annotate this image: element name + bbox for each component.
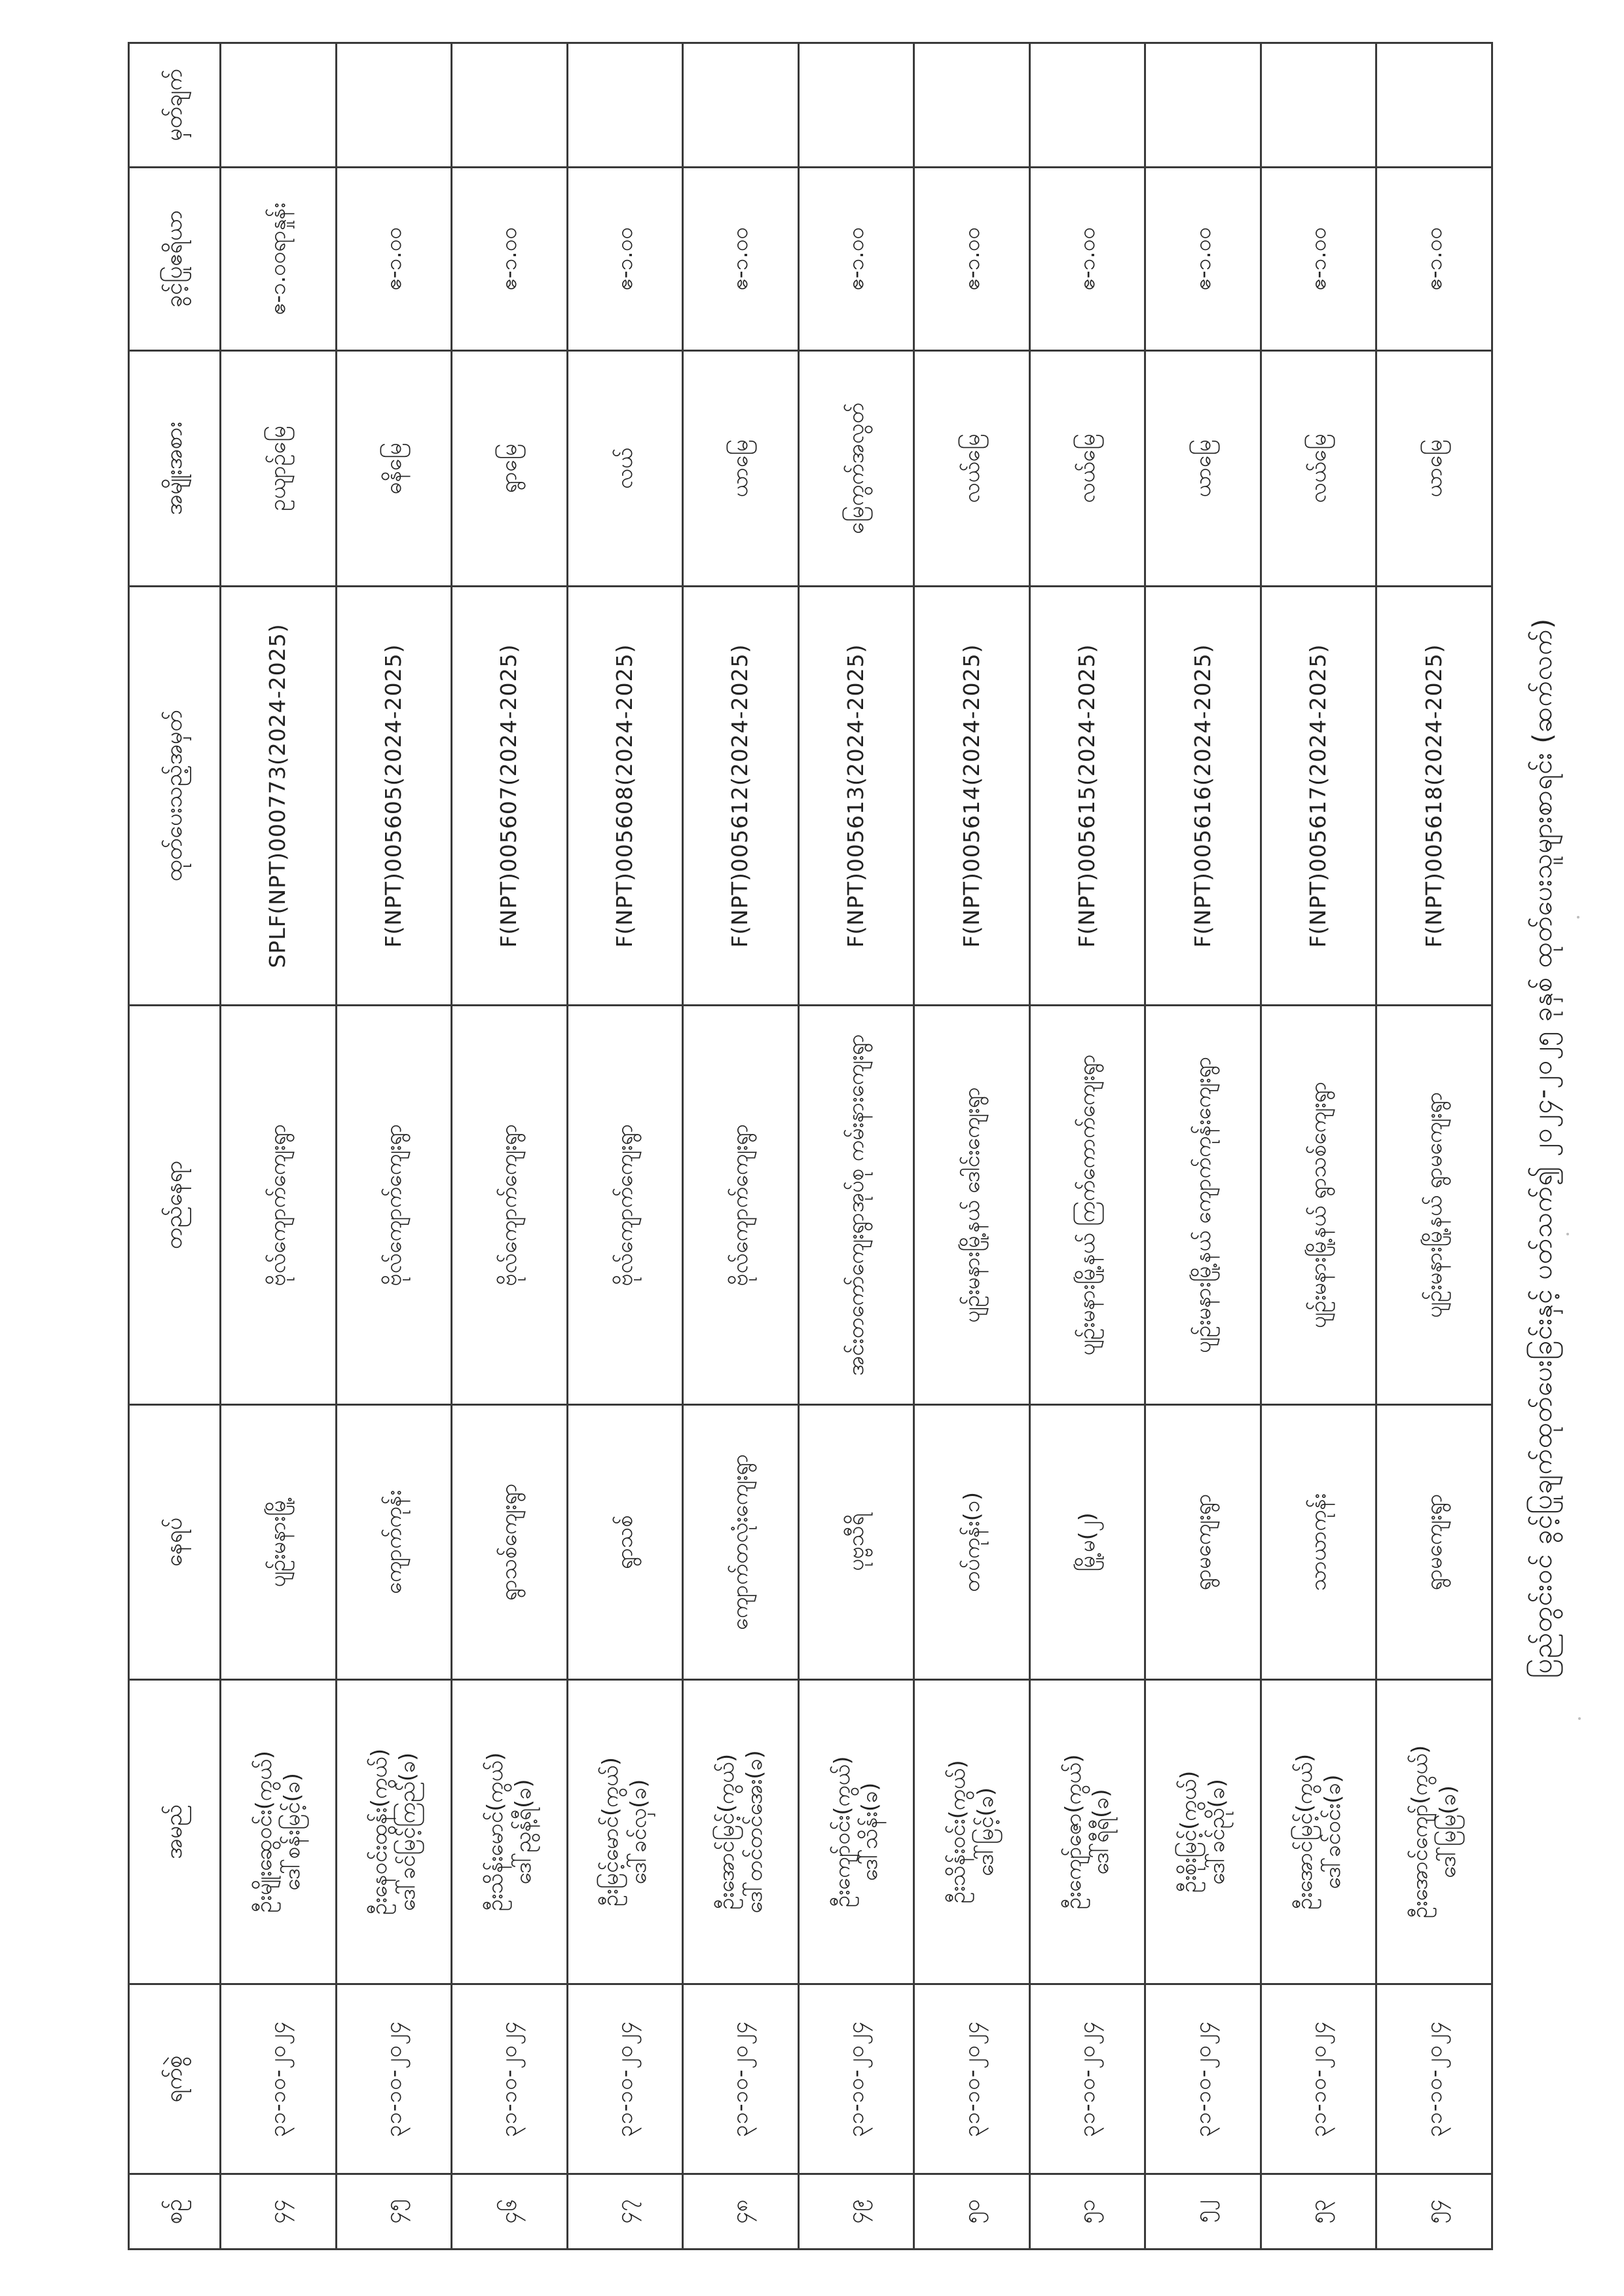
cell-name-line: ဒေါ်စန်းမြင့်(ခ) [278, 1773, 304, 1891]
header-permit-no: ထုတ်ပေးသည့်အမှတ် [129, 587, 221, 1006]
cell-permit-no: F(NPT)005617(2024-2025) [1261, 587, 1376, 1006]
cell-name [798, 1680, 914, 1984]
cell-site: ပျဉ်းမနားမြို့နယ် ရွာမကျေးရွာ [1376, 1006, 1492, 1405]
cell-name-line: ဦးသိန်းမောင်(ကွယ်) [481, 1752, 507, 1912]
header-site: တည်နေရာ [129, 1006, 221, 1405]
cell-permit-no: F(NPT)005615(2024-2025) [1029, 587, 1145, 1006]
cell-serial: ၅၀ [914, 2174, 1030, 2250]
cell-name [1376, 1680, 1492, 1984]
cell-site: ဗိုလ်ကျောက်ကျေးရွာ [452, 1006, 568, 1405]
header-row [129, 43, 221, 2250]
cell-site: ဗိုလ်ကျောက်ကျေးရွာ [567, 1006, 683, 1405]
cell-date: ၃၁-၁၀-၂၀၂၄ [452, 1984, 568, 2174]
cell-address: ရွာမကျေးရွာ [1145, 1405, 1261, 1680]
table-row [452, 43, 568, 2250]
cell-site: ပျဉ်းမနားမြို့နယ် ဒေါင်းကျေးရွာ [914, 1006, 1030, 1405]
cell-type: လယ်မြေ [914, 351, 1030, 587]
cell-area-line: ဧ-၁.၀၀ [265, 251, 291, 316]
cell-type: ယာမြေ [1376, 351, 1492, 587]
cell-area [914, 168, 1030, 351]
cell-date: ၃၁-၁၀-၂၀၂၄ [336, 1984, 452, 2174]
cell-name-line: ဦးသိန်းဝင်း(ကွယ်) [944, 1760, 970, 1904]
cell-name [221, 1680, 337, 1984]
table-row [1376, 43, 1492, 2250]
cell-address: ကျောက်တလုံးကျေးရွာ [683, 1405, 799, 1680]
cell-name [683, 1680, 799, 1984]
table-row [798, 43, 914, 2250]
cell-permit-no: F(NPT)005605(2024-2025) [336, 587, 452, 1006]
scan-speck [1566, 1233, 1569, 1235]
header-remark: မှတ်ချက် [129, 43, 221, 168]
cell-date: ၃၁-၁၀-၂၀၂၄ [1261, 1984, 1376, 2174]
cell-area-line: ဧ-၁.၀၀ [1305, 227, 1331, 291]
cell-name [1145, 1680, 1261, 1984]
cell-area-line: ဧ-၁.၀၀ [1074, 227, 1100, 291]
cell-area-line: ဧ-၁.၀၀ [958, 227, 984, 291]
cell-name-line: ဒေါ်ညွန့်ရီ(ခ) [509, 1779, 536, 1885]
cell-name [914, 1680, 1030, 1984]
cell-date: ၃၁-၁၀-၂၀၂၄ [1145, 1984, 1261, 2174]
cell-type: ဓနိမြေ [336, 351, 452, 587]
table-row [567, 43, 683, 2250]
cell-date: ၃၁-၁၀-၂၀၂၄ [1029, 1984, 1145, 2174]
cell-area-line: ဧ-၁.၀၀ [1420, 227, 1447, 291]
cell-permit-no: SPLF(NPT)000773(2024-2025) [221, 587, 337, 1006]
cell-name [1261, 1680, 1376, 1984]
cell-site: ပျဉ်းမနားမြို့နယ် ကြက်ကောက်ကျေးရွာ [1029, 1006, 1145, 1405]
cell-date: ၃၁-၁၀-၂၀၂၄ [1376, 1984, 1492, 2174]
table-row [1029, 43, 1145, 2250]
cell-address: မြို့မ(၂) [1029, 1405, 1145, 1680]
cell-area-line: ရာနှုန်း [265, 202, 291, 252]
cell-name-line: ဒေါ်မြင့်(ခ) [972, 1787, 998, 1876]
cell-permit-no: F(NPT)005614(2024-2025) [914, 587, 1030, 1006]
cell-address: ရွာသစ် [567, 1405, 683, 1680]
cell-permit-no: F(NPT)005618(2024-2025) [1376, 587, 1492, 1006]
cell-address: ရွာသစ်ကျေးရွာ [452, 1405, 568, 1680]
cell-type: လယ်မြေ [1261, 351, 1376, 587]
cell-area-line: ဧ-၁.၀၀ [380, 227, 406, 291]
cell-name-line: ဦးအောင်မြင့်(ကွယ်) [713, 1753, 739, 1910]
cell-serial: ၄၉ [798, 2174, 914, 2250]
cell-area-line: ဧ-၁.၀၀ [842, 227, 868, 291]
cell-address: သာယာကုန်း [1261, 1405, 1376, 1680]
cell-site: ပျဉ်းမနားမြို့နယ် ရွာသစ်ကျေးရွာ [1261, 1006, 1376, 1405]
cell-permit-no: F(NPT)005616(2024-2025) [1145, 587, 1261, 1006]
cell-remark [914, 43, 1030, 168]
cell-area [336, 168, 452, 351]
cell-type: ယာမြေ [683, 351, 799, 587]
cell-name-line: ဦးမျိုးဆွေဝင်း(ကွယ်) [250, 1751, 276, 1913]
cell-area [1261, 168, 1376, 351]
cell-type: ဥယျာဉ်မြေ [221, 351, 337, 587]
cell-address: တပ်ကုန်း(၁) [914, 1405, 1030, 1680]
cell-remark [452, 43, 568, 168]
cell-name-line: ဦးမြင့်မောင်(ကွယ်) [597, 1757, 623, 1907]
cell-serial: ၅၂ [1145, 2174, 1261, 2250]
cell-site: ပျဉ်းမနားမြို့နယ် ကျောက်ကုန်းကျေးရွာ [1145, 1006, 1261, 1405]
cell-address: ရွာမကျေးရွာ [1376, 1405, 1492, 1680]
cell-date: ၃၁-၁၀-၂၀၂၄ [221, 1984, 337, 2174]
cell-area [1145, 168, 1261, 351]
cell-area-line: ဧ-၁.၀၀ [611, 227, 637, 291]
document-title: ပြည်တွင်းဝင် ခွင့်ပြုချက်ထုတ်ပေးခြင်းနှင့် ပတ်သက်၍ ၂၀၂၄-၂၀၂၅ ခုနှစ် ထုတ်ပေးသူများစာရင်း (ဆက်လက်) [1528, 617, 1558, 1679]
cell-address: ကျောက်ကုန်း [336, 1405, 452, 1680]
register-rows [221, 43, 1492, 2250]
table-row [683, 43, 799, 2250]
cell-area [452, 168, 568, 351]
cell-name [336, 1680, 452, 1984]
cell-area-line: ဧ-၁.၀၀ [727, 227, 753, 291]
cell-serial: ၅၁ [1029, 2174, 1145, 2250]
cell-type: လယ်မြေ [1029, 351, 1145, 587]
cell-remark [336, 43, 452, 168]
scan-speck [1577, 916, 1579, 919]
table-row [914, 43, 1030, 2250]
cell-remark [1145, 43, 1261, 168]
cell-permit-no: F(NPT)005607(2024-2025) [452, 587, 568, 1006]
cell-site: ဗိုလ်ကျောက်ကျေးရွာ [336, 1006, 452, 1405]
cell-name-line: ဒေါ်ခင်လှ(ခ) [625, 1779, 652, 1885]
cell-remark [567, 43, 683, 168]
cell-permit-no: F(NPT)005608(2024-2025) [567, 587, 683, 1006]
cell-name [1029, 1680, 1145, 1984]
cell-date: ၃၁-၁၀-၂၀၂၄ [683, 1984, 799, 2174]
cell-name-line: ဦးအောင်မြင့်(ကွယ်) [1291, 1753, 1317, 1910]
table-row [1145, 43, 1261, 2250]
cell-name-line: ဒေါ်ခင်ညို(ခ) [1204, 1779, 1230, 1885]
cell-name [452, 1680, 568, 1984]
cell-name-line: ဦးကျော်ဝင်း(ကွယ်) [828, 1756, 855, 1908]
cell-site: ဗိုလ်ကျောက်ကျေးရွာ [683, 1006, 799, 1405]
cell-serial: ၄၆ [452, 2174, 568, 2250]
header-serial: စဉ် [129, 2174, 221, 2250]
cell-permit-no: F(NPT)005613(2024-2025) [798, 587, 914, 1006]
cell-remark [1376, 43, 1492, 168]
cell-date: ၃၁-၁၀-၂၀၂၄ [798, 1984, 914, 2174]
cell-address: ပုဗ္ဗသီရိ [798, 1405, 914, 1680]
cell-remark [798, 43, 914, 168]
cell-site: အင်းတကော်ကျေးရွာအုပ်စု ကမ်းနားကျေးရွာ [798, 1006, 914, 1405]
cell-type: မြေကွက်အလွတ် [798, 351, 914, 587]
cell-serial: ၄၈ [683, 2174, 799, 2250]
cell-area-line: ဧ-၁.၀၀ [496, 227, 522, 291]
scan-speck [1578, 1717, 1581, 1720]
cell-type: ယာမြေ [1145, 351, 1261, 587]
cell-remark [1029, 43, 1145, 168]
cell-permit-no: F(NPT)005612(2024-2025) [683, 587, 799, 1006]
table-row [221, 43, 337, 2250]
cell-serial: ၄၇ [567, 2174, 683, 2250]
cell-name-line: ဦးစိုးမြင့်(ကွယ်) [1175, 1770, 1202, 1893]
cell-address: ပျဉ်းမနားမြို့ [221, 1405, 337, 1680]
header-date: ရက်စွဲ [129, 1984, 221, 2174]
cell-name-line: ဒေါ်မြမြ(ခ) [1435, 1785, 1461, 1878]
cell-name-line: ဒေါ်ရီရီ(ခ) [1088, 1789, 1114, 1875]
header-address: နေရပ် [129, 1405, 221, 1680]
cell-serial: ၅၄ [1376, 2174, 1492, 2250]
cell-serial: ၄၅ [336, 2174, 452, 2250]
cell-name-line: ဒေါ်ခင်ဝင်း(ခ) [1319, 1774, 1345, 1889]
header-name: အမည် [129, 1680, 221, 1984]
cell-area [567, 168, 683, 351]
cell-date: ၃၁-၁၀-၂၀၂၄ [914, 1984, 1030, 2174]
table-row [1261, 43, 1376, 2250]
register-table [128, 42, 1493, 2250]
cell-name-line: ဦးကျော်ဇော(ကွယ်) [1060, 1754, 1086, 1910]
cell-name-line: ဦးနေဝင်းထွန်း(ကွယ်) [366, 1748, 392, 1916]
cell-remark [683, 43, 799, 168]
cell-name-line: ဦးအောင်ကျော်(ကွယ်) [1407, 1745, 1433, 1919]
cell-remark [221, 43, 337, 168]
cell-area [221, 168, 337, 351]
table-row [336, 43, 452, 2250]
cell-date: ၃၁-၁၀-၂၀၂၄ [567, 1984, 683, 2174]
cell-remark [1261, 43, 1376, 168]
cell-area [798, 168, 914, 351]
cell-area [1376, 168, 1492, 351]
cell-name-line: ဒေါ်တင်တင်အေး(ခ) [741, 1750, 767, 1914]
header-area: ခွင့်ပြုဧရိယာ [129, 168, 221, 351]
cell-name-line: ဒေါ်သိန်း(ခ) [857, 1782, 883, 1882]
cell-serial: ၄၄ [221, 2174, 337, 2250]
cell-name-line: ဒေါ်ခင်မြင့်ကြည်(ခ) [394, 1752, 420, 1912]
cell-type: ရွာမြေ [452, 351, 568, 587]
cell-serial: ၅၃ [1261, 2174, 1376, 2250]
cell-area [683, 168, 799, 351]
cell-name [567, 1680, 683, 1984]
header-type: အမျိုးအစား [129, 351, 221, 587]
cell-area [1029, 168, 1145, 351]
cell-area-line: ဧ-၁.၀၀ [1189, 227, 1215, 291]
cell-site: ဗိုလ်ကျောက်ကျေးရွာ [221, 1006, 337, 1405]
cell-type: လယ် [567, 351, 683, 587]
